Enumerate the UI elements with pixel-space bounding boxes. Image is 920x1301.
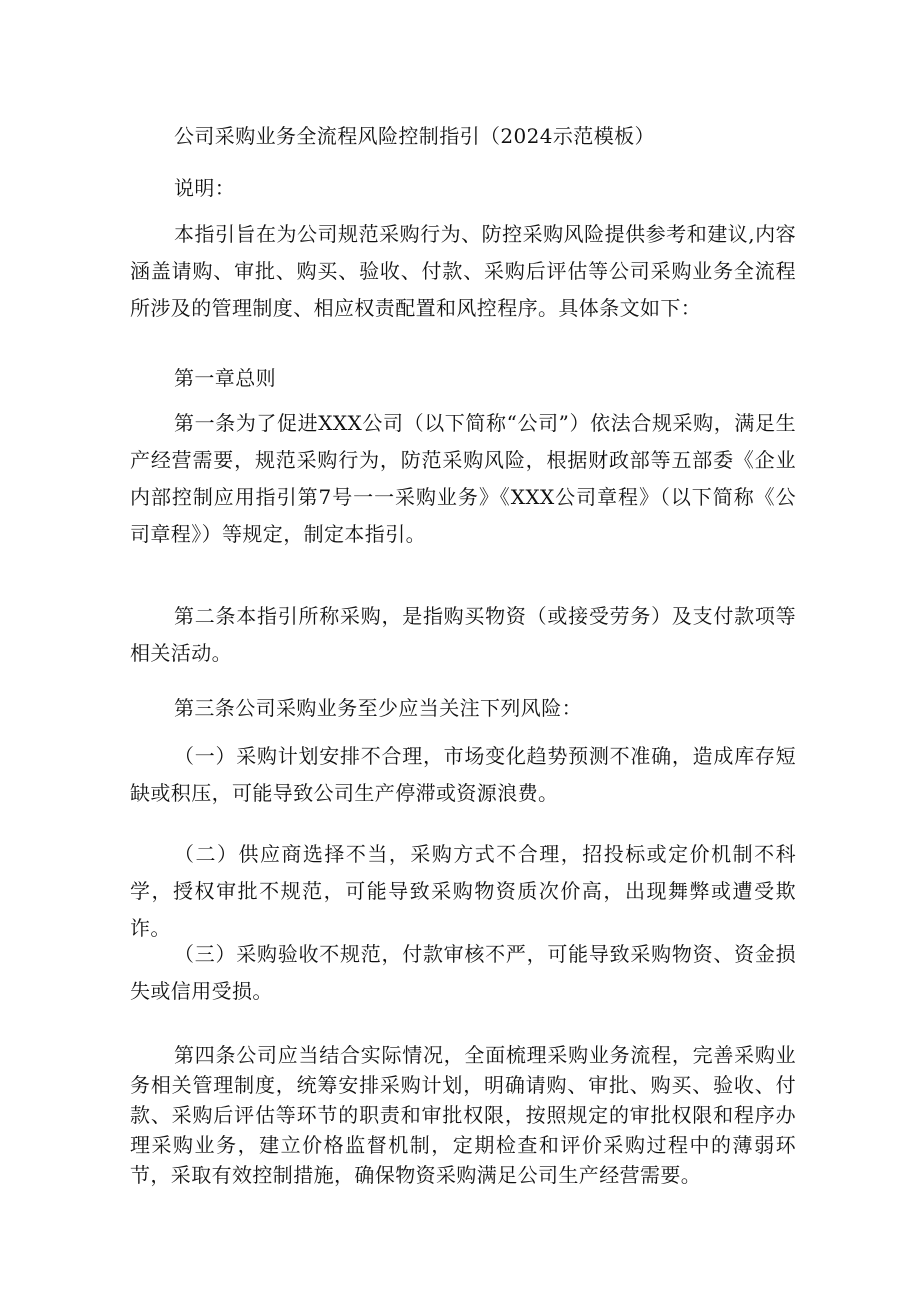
risk-item-3-block [130,936,796,1010]
chapter-heading-block [130,360,796,397]
article-3: 第三条公司采购业务至少应当关注下列风险： [174,696,582,720]
description-label-block [130,170,796,207]
article-4: 第四条公司应当结合实际情况，全面梳理采购业务流程，完善采购业务相关管理制度，统筹安排采购计划，明确请购、审批、购买、验收、付款、采购后评估等环节的职责和审批权限，按照规定的审批权限和程序办理采购业务，建立价格监督机制，定期检查和评价采购过程中的薄弱环节，采取有效控制措施，确保物资采购满足公司生产经营需要。 [130,1043,796,1187]
chapter-heading: 第一章总则 [174,366,276,390]
risk-item-1: （一）采购计划安排不合理，市场变化趋势预测不准确，造成库存短缺或积压，可能导致公司生产停滞或资源浪费。 [130,744,796,805]
description-label: 说明： [174,176,236,200]
risk-item-3: （三）采购验收不规范，付款审核不严，可能导致采购物资、资金损失或信用受损。 [130,942,796,1003]
intro-block [130,216,796,327]
risk-item-2-block [130,836,796,947]
risk-item-1-block [130,738,796,812]
article-3-block [130,690,796,727]
article-1-block [130,405,796,553]
document-title-block [130,118,796,155]
intro-paragraph: 本指引旨在为公司规范采购行为、防控采购风险提供参考和建议,内容涵盖请购、审批、购买、验收、付款、采购后评估等公司采购业务全流程所涉及的管理制度、相应权责配置和风控程序。具体条文如下： [130,222,796,320]
article-1: 第一条为了促进XXX公司（以下简称“公司”）依法合规采购，满足生产经营需要，规范采购行为，防范采购风险，根据财政部等五部委《企业内部控制应用指引第7号一一采购业务》《XXX公司章程》（以下简称《公司章程》）等规定，制定本指引。 [130,411,796,546]
article-4-block [130,1040,796,1190]
risk-item-2: （二）供应商选择不当，采购方式不合理，招投标或定价机制不科学，授权审批不规范，可能导致采购物资质次价高，出现舞弊或遭受欺诈。 [130,842,796,940]
article-2: 第二条本指引所称采购，是指购买物资（或接受劳务）及支付款项等相关活动。 [130,604,796,665]
document-title: 公司采购业务全流程风险控制指引（2024示范模板） [174,124,655,148]
article-2-block [130,598,796,672]
